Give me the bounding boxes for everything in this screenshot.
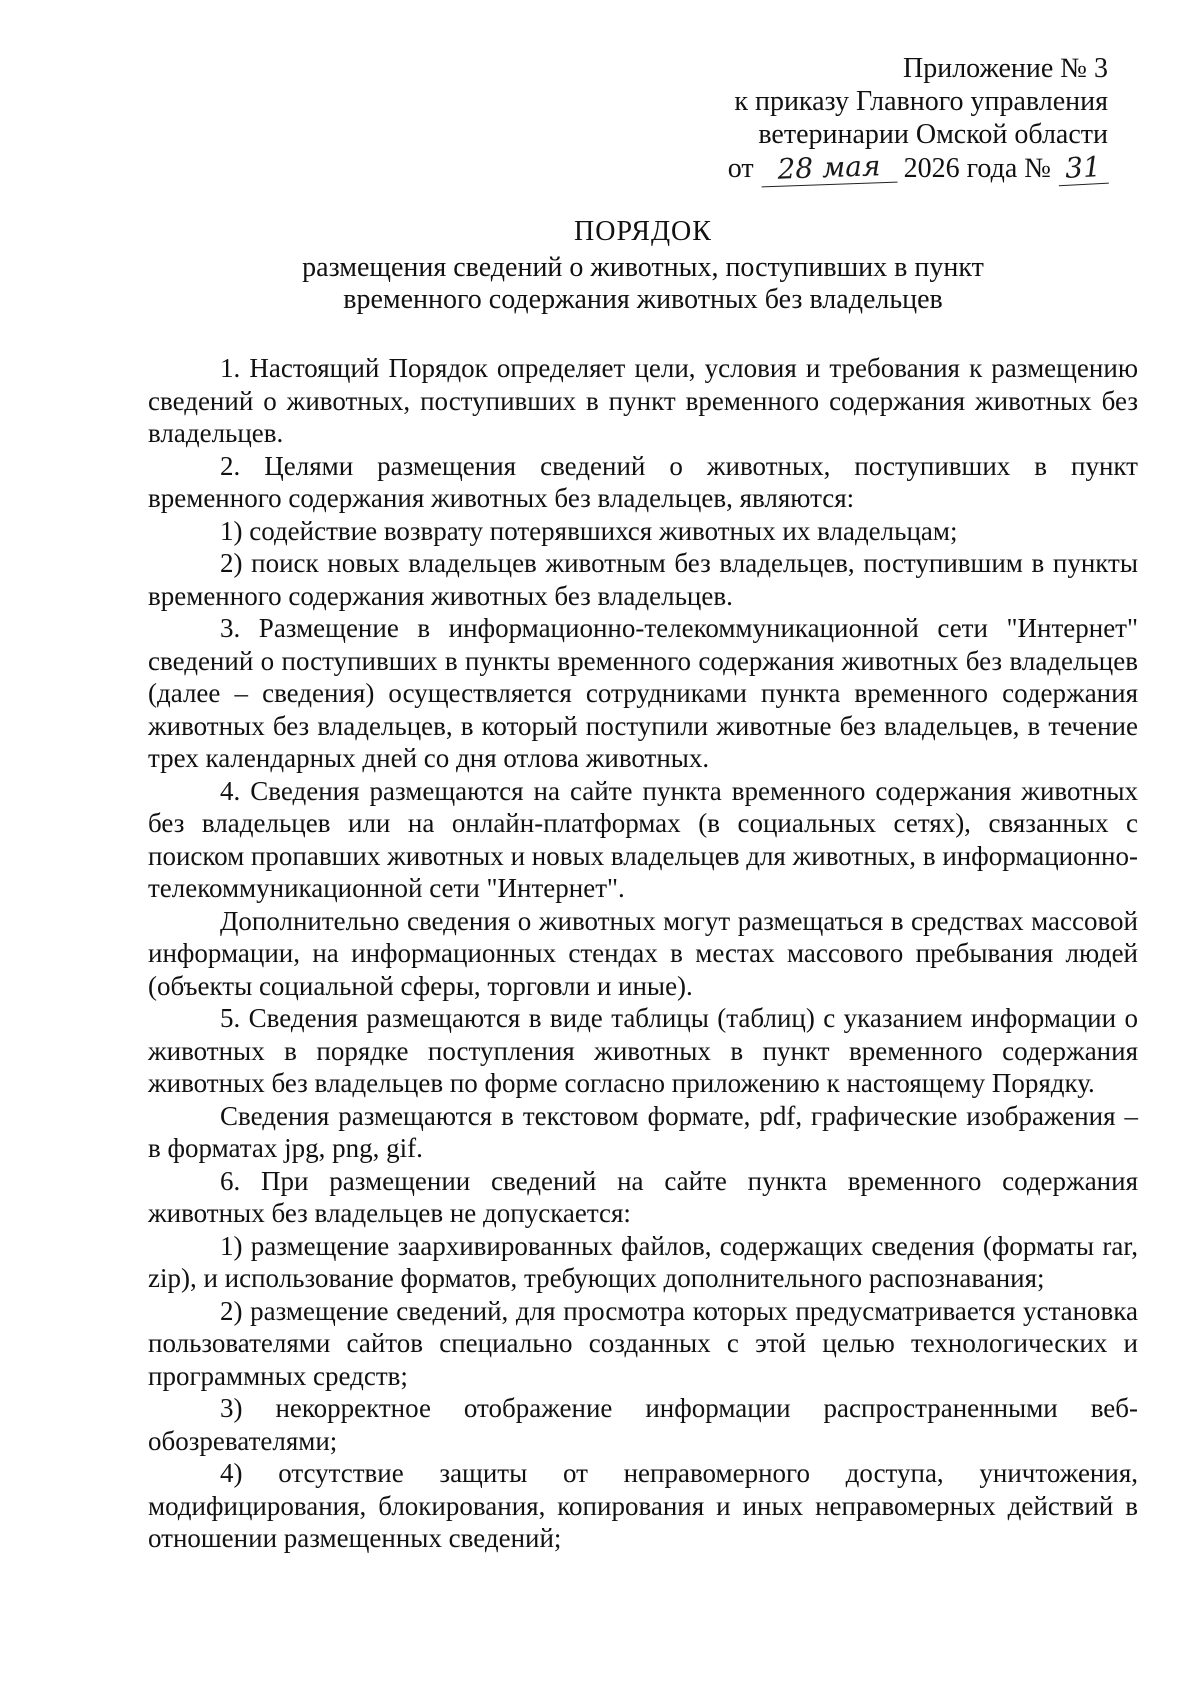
paragraph: 1) содействие возврату потерявшихся животных их владельцам;	[220, 515, 958, 546]
paragraph: 1. Настоящий Порядок определяет цели, условия и требования к размещению сведений о животных, поступивших в пункт временного содержания животных без владельцев.	[148, 353, 1138, 448]
handwritten-order-number: 31	[1057, 150, 1109, 187]
paragraph: 2) поиск новых владельцев животным без владельцев, поступившим в пункты временного содержания животных без владельцев.	[148, 548, 1138, 611]
document-body	[148, 352, 1138, 1555]
handwritten-date: 28 мая	[760, 149, 897, 188]
paragraph: 1) размещение заархивированных файлов, содержащих сведения (форматы rar, zip), и использование форматов, требующих дополнительного распознавания;	[148, 1230, 1138, 1293]
paragraph: 6. При размещении сведений на сайте пункта временного содержания животных без владельцев не допускается:	[148, 1165, 1138, 1228]
paragraph: 2. Целями размещения сведений о животных, поступивших в пункт временного содержания животных без владельцев, являются:	[148, 450, 1138, 513]
date-prefix: от	[727, 153, 754, 184]
paragraph: 2) размещение сведений, для просмотра которых предусматривается установка пользователями сайтов специально созданных с этой целью технологических и программных средств;	[148, 1295, 1138, 1391]
annex-date-line	[728, 151, 1108, 185]
paragraph: 5. Сведения размещаются в виде таблицы (таблиц) с указанием информации о животных в порядке поступления животных в пункт временного содержания животных без владельцев по форме согласно приложению к настоящему Порядку.	[148, 1003, 1138, 1098]
annex-order-ref: к приказу Главного управления	[734, 86, 1108, 117]
paragraph: 4) отсутствие защиты от неправомерного доступа, уничтожения, модифицирования, блокирования, копирования и иных неправомерных действий в отношении размещенных сведений;	[148, 1458, 1138, 1553]
title-heading: ПОРЯДОК	[574, 216, 712, 247]
annex-header	[728, 52, 1108, 185]
paragraph: Сведения размещаются в текстовом формате, pdf, графические изображения – в форматах jpg, png, gif.	[148, 1100, 1138, 1163]
paragraph: 3) некорректное отображение информации распространенными веб-обозревателями;	[148, 1393, 1138, 1456]
paragraph: 3. Размещение в информационно-телекоммуникационной сети "Интернет" сведений о поступивших в пункты временного содержания животных без владельцев (далее – сведения) осуществляется сотрудниками пункта временного содержания животных без владельцев, в который поступили животные без владельцев, в течение трех календарных дней со дня отлова животных.	[148, 613, 1138, 773]
title-subtitle-line-1: размещения сведений о животных, поступивших в пункт	[302, 252, 984, 283]
year-text: 2026 года №	[903, 153, 1051, 184]
document-title	[148, 216, 1138, 316]
paragraph: Дополнительно сведения о животных могут размещаться в средствах массовой информации, на информационных стендах в местах массового пребывания людей (объекты социальной сферы, торговли и иные).	[148, 905, 1138, 1001]
title-subtitle-line-2: временного содержания животных без владельцев	[343, 284, 943, 315]
annex-authority: ветеринарии Омской области	[758, 119, 1108, 150]
paragraph: 4. Сведения размещаются на сайте пункта временного содержания животных без владельцев или на онлайн-платформах (в социальных сетях), связанных с поиском пропавших животных и новых владельцев для животных, в информационно-телекоммуникационной сети "Интернет".	[148, 775, 1138, 903]
annex-number: Приложение № 3	[903, 53, 1108, 84]
